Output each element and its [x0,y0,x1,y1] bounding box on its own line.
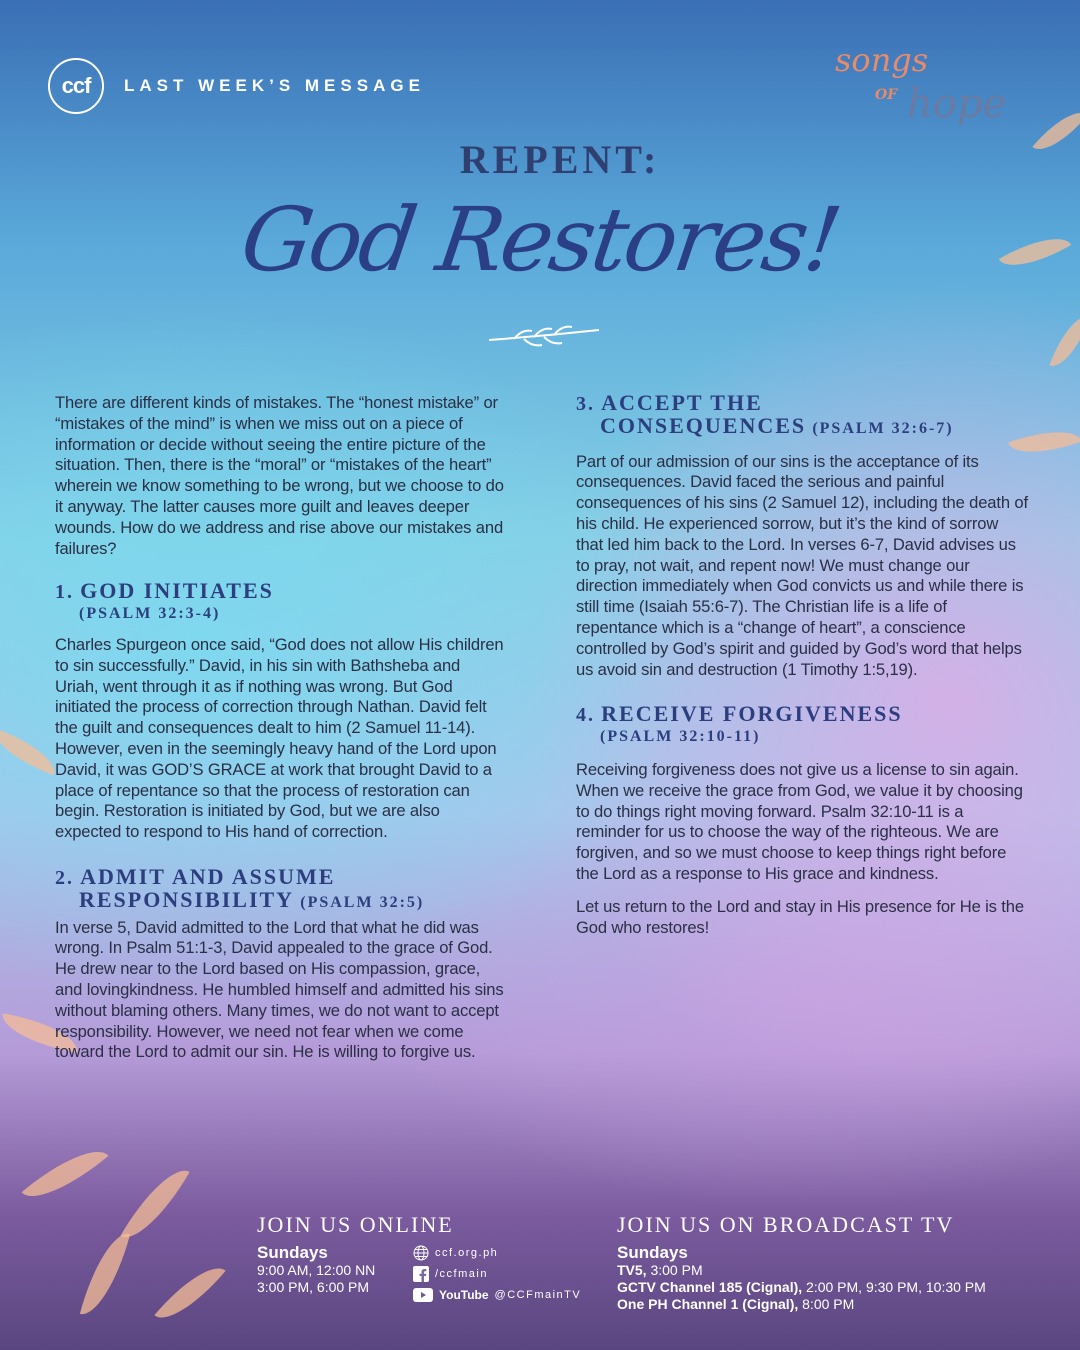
website-link[interactable]: ccf.org.ph [413,1242,581,1263]
kicker-label: LAST WEEK’S MESSAGE [124,76,425,95]
youtube-link[interactable]: YouTube @CCFmainTV [413,1284,581,1305]
ccf-logo: ccf [48,58,104,114]
section-4-body: Receiving forgiveness does not give us a license to sin again. When we receive the grace from God, we value it by choosing to do things right moving forward. Psalm 32:10-11 is a reminder for us to choose the way of the righteous. We are forgiven, and so we must choose to keep things right before the Lord as a response to His grace and kindness. [576,759,1023,883]
footer-tv [617,1212,986,1313]
right-column [576,390,1028,938]
tv-listing: One PH Channel 1 (Cignal), 8:00 PM [617,1296,855,1312]
section-2-heading: 2. ADMIT AND ASSUME RESPONSIBILITY (PSALM 32:5) [55,863,425,912]
left-column [55,393,507,1063]
facebook-link[interactable]: /ccfmain [413,1263,581,1284]
section-3-heading: 3. ACCEPT THE CONSEQUENCES (PSALM 32:6-7) [576,390,954,438]
section-1-heading: 1. GOD INITIATES (PSALM 32:3-4) [55,578,274,623]
online-time: 3:00 PM, 6:00 PM [257,1279,370,1295]
tv-heading: JOIN US ON BROADCAST TV [617,1212,955,1237]
section-2-body: In verse 5, David admitted to the Lord that what he did was wrong. In Psalm 51:1-3, David appealed to the grace of God. He drew near to the Lord based on His compassion, grace, and lovingkindness. He humbled himself and admitted his sins without blaming others. Many times, we do not want to accept responsibility. However, we need not fear when we come toward the Lord to admit our sin. He is willing to forgive us. [55,917,504,1062]
section-4-heading: 4. RECEIVE FORGIVENESS (PSALM 32:10-11) [576,701,903,746]
intro-paragraph: There are different kinds of mistakes. The “honest mistake” or “mistakes of the mind” is when we miss out on a piece of information or decide without seeing the entire picture of the situation. Then, there is the “moral” or “mistakes of the heart” wherein we know something to be wrong, but we choose to do it anyway. The latter causes more guilt and leaves deeper wounds. How do we address and rise above our mistakes and failures? [55,393,504,558]
online-heading: JOIN US ONLINE [257,1212,454,1237]
section-3-body: Part of our admission of our sins is the acceptance of its consequences. David faced the serious and painful consequences of his sins (2 Samuel 12), including the death of his child. He experienced sorrow, but it’s the kind of sorrow that led him back to the Lord. In verses 6-7, David advises us to pray, not wait, and repent now! We must change our direction immediately when God convicts us and while there is still time (Isaiah 55:6-7). The Christian life is a life of repentance which is a “change of heart”, a conscience controlled by God’s spirit and guided by God’s word that helps us avoid sin and destruction (1 Timothy 1:5,19). [576,451,1028,679]
closing-paragraph: Let us return to the Lord and stay in His presence for He is the God who restores! [576,896,1024,937]
section-1-body: Charles Spurgeon once said, “God does not allow His children to sin successfully.” David, in his sin with Bathsheba and Uriah, went through it as if nothing was wrong. But God initiated the process of correction through Nathan. David felt the guilt and consequences dealt to him (2 Samuel 11-14). However, even in the seemingly heavy hand of the Lord upon David, it was GOD’S GRACE at work that brought David to a place of repentance so that the process of restoration can begin. Restoration is initiated by God, but we are also expected to respond to His hand of correction. [55,634,504,842]
series-logo-word: OF [875,87,898,103]
facebook-icon [413,1266,429,1282]
online-day: Sundays [257,1243,328,1262]
youtube-icon [413,1288,433,1302]
social-links [413,1242,581,1305]
globe-icon [413,1245,429,1261]
page-title: God Restores! [235,188,845,291]
tv-day: Sundays [617,1243,688,1262]
tv-listing: GCTV Channel 185 (Cignal), 2:00 PM, 9:30 PM, 10:30 PM [617,1279,986,1295]
online-time: 9:00 AM, 12:00 NN [257,1262,376,1278]
tv-listing: TV5, 3:00 PM [617,1262,703,1278]
series-logo-word: hope [907,81,1007,127]
title-kicker: REPENT: [459,137,661,182]
branch-ornament-icon [484,322,604,352]
series-logo-word: songs [835,41,929,79]
songs-of-hope-logo [835,41,1035,140]
